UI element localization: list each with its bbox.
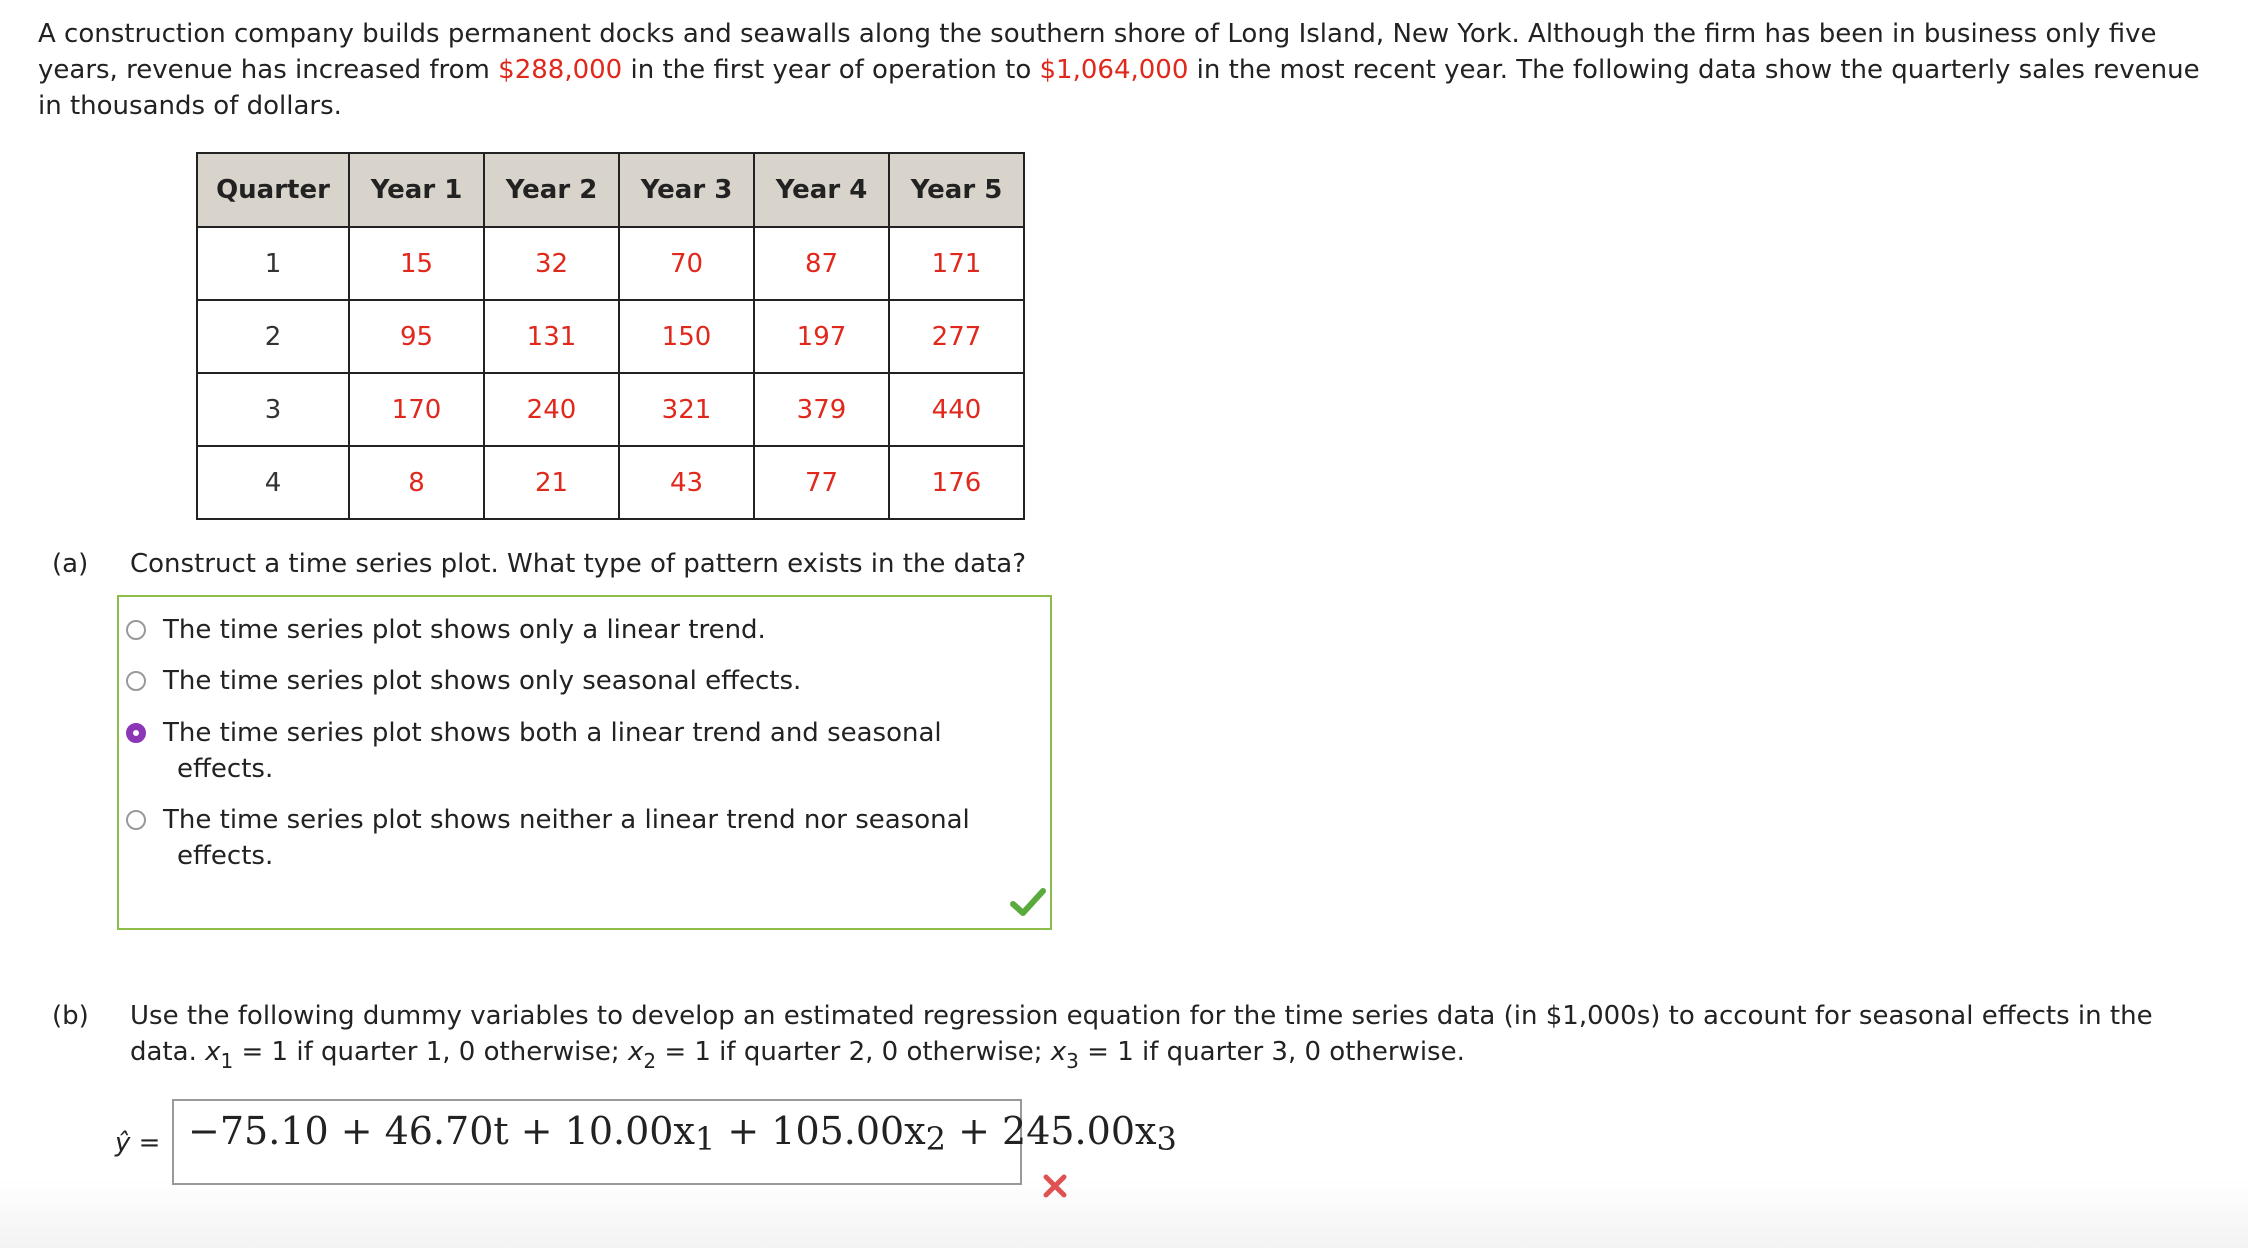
recent-year-revenue: $1,064,000 — [1039, 55, 1189, 85]
value-cell: 321 — [619, 373, 754, 446]
part-b-letter: (b) — [52, 1001, 89, 1031]
yhat-symbol: ŷ — [115, 1128, 131, 1158]
yhat-label — [115, 1128, 160, 1158]
equation-part: −75.10 + 46.70t + 10.00x — [188, 1109, 695, 1153]
value-cell: 77 — [754, 446, 889, 519]
value-cell: 95 — [349, 300, 484, 373]
value-cell: 8 — [349, 446, 484, 519]
x3-sub: 3 — [1066, 1049, 1079, 1073]
x2-definition: = 1 if quarter 2, 0 otherwise; — [656, 1037, 1051, 1067]
equation-answer-field[interactable] — [172, 1099, 1177, 1185]
quarter-cell: 3 — [197, 373, 349, 446]
option-line: effects. — [177, 754, 274, 784]
value-cell: 171 — [889, 227, 1024, 300]
part-b-line-2 — [130, 1034, 2200, 1071]
header-year-2: Year 2 — [484, 153, 619, 227]
value-cell: 176 — [889, 446, 1024, 519]
x3-definition: = 1 if quarter 3, 0 otherwise. — [1078, 1037, 1465, 1067]
x3-var: x — [1050, 1037, 1067, 1067]
radio-button[interactable] — [126, 671, 146, 691]
header-quarter: Quarter — [197, 153, 349, 227]
value-cell: 197 — [754, 300, 889, 373]
table-row — [197, 446, 1024, 519]
x2-var: x — [627, 1037, 644, 1067]
equation-part: + 245.00x — [946, 1109, 1157, 1153]
x1-definition: = 1 if quarter 1, 0 otherwise; — [233, 1037, 628, 1067]
value-cell: 379 — [754, 373, 889, 446]
radio-button[interactable] — [126, 810, 146, 830]
value-cell: 87 — [754, 227, 889, 300]
intro-text-3: in the most recent year. The following data show the quarterly sales revenue in thousands of dollars. — [38, 55, 2200, 121]
value-cell: 277 — [889, 300, 1024, 373]
equation-sub: 2 — [925, 1120, 947, 1158]
revenue-table — [196, 152, 1025, 520]
value-cell: 150 — [619, 300, 754, 373]
x1-sub: 1 — [220, 1049, 234, 1073]
header-year-1: Year 1 — [349, 153, 484, 227]
value-cell: 70 — [619, 227, 754, 300]
first-year-revenue: $288,000 — [498, 55, 623, 85]
radio-button-selected[interactable] — [126, 723, 146, 743]
radio-button[interactable] — [126, 620, 146, 640]
table-header-row — [197, 153, 1024, 227]
part-b-text — [130, 998, 2200, 1071]
cross-icon — [1041, 1172, 1069, 1200]
option-label — [163, 802, 1003, 874]
intro-text-1: A construction company builds permanent docks and seawalls along the southern shore of Long Island, New York. Although the firm has been in business only five years, revenue has increased from — [38, 19, 2157, 85]
option-line: The time series plot shows only a linear trend. — [163, 615, 766, 645]
table-row — [197, 300, 1024, 373]
problem-intro — [38, 16, 2228, 124]
equation-part: + 105.00x — [715, 1109, 926, 1153]
value-cell: 440 — [889, 373, 1024, 446]
data-word: data. — [130, 1037, 206, 1067]
header-year-4: Year 4 — [754, 153, 889, 227]
quarter-cell: 4 — [197, 446, 349, 519]
value-cell: 240 — [484, 373, 619, 446]
value-cell: 32 — [484, 227, 619, 300]
part-b-line-1: Use the following dummy variables to develop an estimated regression equation for the time series data (in $1,000s) to account for seasonal effects in the — [130, 1001, 2153, 1031]
equation-sub: 3 — [1156, 1120, 1177, 1158]
part-a-letter: (a) — [52, 549, 89, 579]
value-cell: 170 — [349, 373, 484, 446]
option-label — [163, 663, 1003, 699]
header-year-3: Year 3 — [619, 153, 754, 227]
option-line: The time series plot shows neither a linear trend nor seasonal — [163, 805, 970, 835]
option-label — [163, 612, 1003, 648]
header-year-5: Year 5 — [889, 153, 1024, 227]
option-line: The time series plot shows both a linear trend and seasonal — [163, 718, 942, 748]
x2-sub: 2 — [643, 1049, 657, 1073]
intro-text-2: in the first year of operation to — [622, 55, 1040, 85]
part-a-text: Construct a time series plot. What type of pattern exists in the data? — [130, 549, 1027, 579]
answer-options-box — [117, 595, 1052, 930]
equals-sign: = — [130, 1128, 161, 1158]
value-cell: 43 — [619, 446, 754, 519]
equation-sub: 1 — [694, 1120, 716, 1158]
x1-var: x — [205, 1037, 221, 1067]
option-label — [163, 715, 1003, 787]
value-cell: 21 — [484, 446, 619, 519]
value-cell: 15 — [349, 227, 484, 300]
quarter-cell: 2 — [197, 300, 349, 373]
quarter-cell: 1 — [197, 227, 349, 300]
table-row — [197, 227, 1024, 300]
option-line: The time series plot shows only seasonal effects. — [163, 666, 802, 696]
checkmark-icon — [1010, 887, 1046, 917]
value-cell: 131 — [484, 300, 619, 373]
option-line: effects. — [177, 841, 274, 871]
table-row — [197, 373, 1024, 446]
